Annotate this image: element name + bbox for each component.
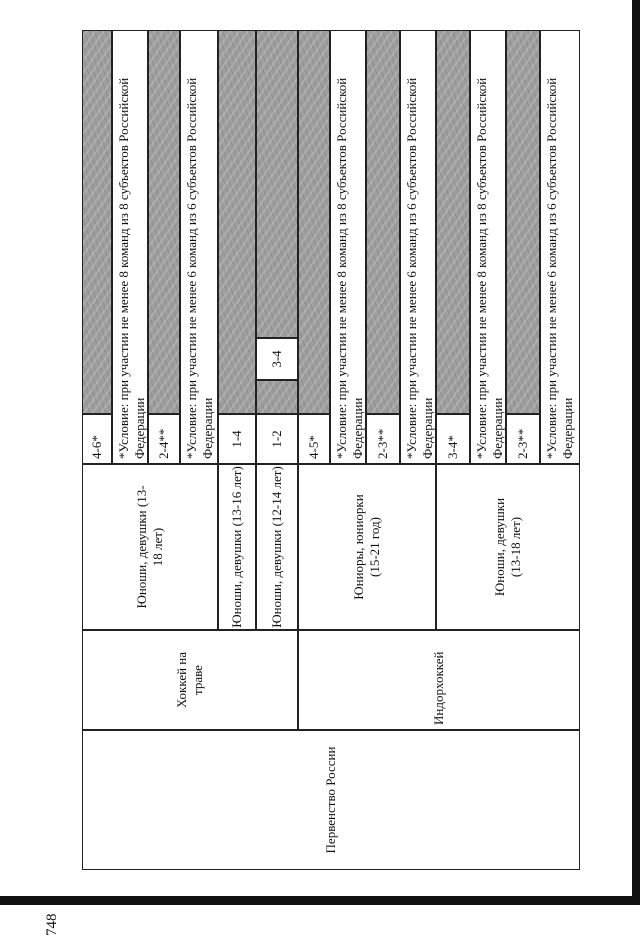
scan-border [632, 0, 640, 905]
rotated-table [82, 30, 580, 870]
place-cell: 3-4 [256, 338, 298, 380]
shaded-cell [218, 30, 256, 414]
age-cell: Юноши, девушки (12-14 лет) [256, 464, 298, 630]
place-cell: 1-4 [218, 414, 256, 464]
place-cell: 1-2 [256, 414, 298, 464]
page-number: 748 [44, 913, 60, 936]
condition-note: *Условие: при участии не менее 6 команд из 6 субъектов Российской Федерации [540, 30, 580, 464]
shaded-cell [148, 30, 180, 414]
condition-note: *Условие: при участии не менее 6 команд из 6 субъектов Российской Федерации [180, 30, 218, 464]
condition-note: *Условие: при участии не менее 8 команд из 8 субъектов Российской Федерации [330, 30, 366, 464]
sport-cell-indoor-hockey: Индорхоккей [298, 630, 580, 730]
scan-border [0, 896, 640, 905]
age-cell: Юниоры, юниорки (15-21 год) [298, 464, 436, 630]
place-cell: 4-6* [82, 414, 112, 464]
place-cell: 2-3** [366, 414, 400, 464]
place-cell: 4-5* [298, 414, 330, 464]
shaded-cell [256, 380, 298, 414]
age-cell: Юноши, девушки (13-18 лет) [82, 464, 218, 630]
condition-note: *Условие: при участии не менее 8 команд из 8 субъектов Российской Федерации [112, 30, 148, 464]
shaded-cell [256, 30, 298, 338]
place-cell: 2-3** [506, 414, 540, 464]
condition-note: *Условие: при участии не менее 8 команд из 8 субъектов Российской Федерации [470, 30, 506, 464]
shaded-cell [366, 30, 400, 414]
age-cell: Юноши, девушки (13-16 лет) [218, 464, 256, 630]
age-cell: Юноши, девушки (13-18 лет) [436, 464, 580, 630]
place-cell: 3-4* [436, 414, 470, 464]
place-cell: 2-4** [148, 414, 180, 464]
sport-cell-field-hockey: Хоккей на траве [82, 630, 298, 730]
shaded-cell [82, 30, 112, 414]
event-cell: Первенство России [82, 730, 580, 870]
shaded-cell [298, 30, 330, 414]
condition-note: *Условие: при участии не менее 6 команд из 6 субъектов Российской Федерации [400, 30, 436, 464]
shaded-cell [506, 30, 540, 414]
shaded-cell [436, 30, 470, 414]
